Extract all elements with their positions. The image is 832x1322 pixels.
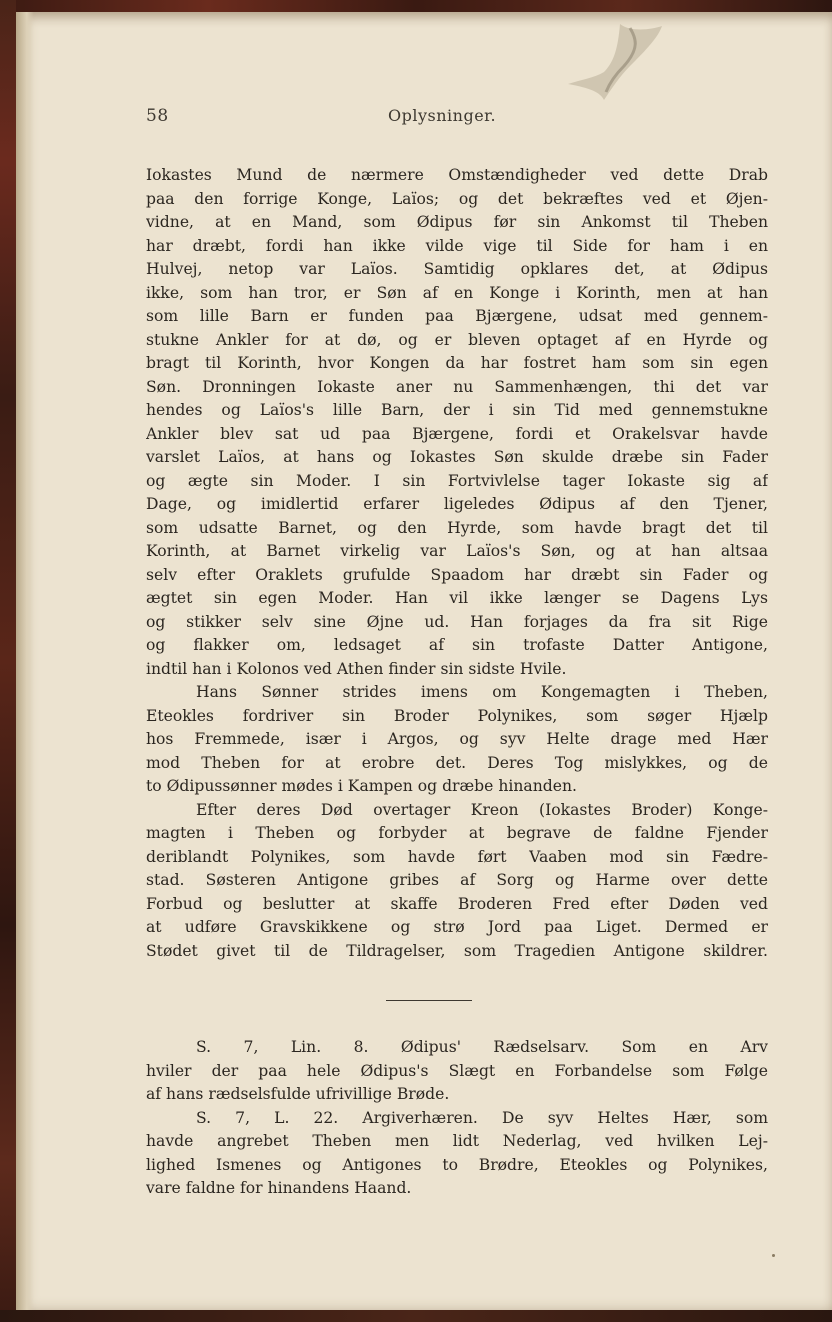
notes-block [146, 1036, 768, 1201]
main-text-block [146, 164, 768, 963]
text-line: selv efter Oraklets grufulde Spaadom har dræbt sin Fader og [146, 565, 768, 584]
text-line: Eteokles fordriver sin Broder Polynikes, som søger Hjælp [146, 706, 768, 725]
text-line: Ankler blev sat ud paa Bjærgene, fordi et Orakelsvar havde [146, 424, 768, 443]
text-line: indtil han i Kolonos ved Athen finder sin sidste Hvile. [146, 659, 567, 678]
note-line: af hans rædselsfulde ufrivillige Brøde. [146, 1085, 450, 1103]
text-line: Søn. Dronningen Iokaste aner nu Sammenhængen, thi det var [146, 377, 768, 396]
text-line: ægtet sin egen Moder. Han vil ikke længer se Dagens Lys [146, 589, 768, 607]
text-line: Efter deres Død overtager Kreon (Iokastes Broder) Konge- [196, 800, 768, 819]
text-line: Korinth, at Barnet virkelig var Laïos's Søn, og at han altsaa [146, 542, 768, 560]
text-line: magten i Theben og forbyder at begrave de faldne Fjender [146, 824, 768, 842]
note-line: havde angrebet Theben men lidt Nederlag, ved hvilken Lej- [146, 1132, 768, 1150]
page-header [0, 106, 832, 134]
page-gutter-shadow [16, 12, 34, 1312]
text-line: deriblandt Polynikes, som havde ført Vaaben mod sin Fædre- [146, 847, 768, 866]
page-number: 58 [146, 106, 169, 126]
text-line: stad. Søsteren Antigone gribes af Sorg og Harme over dette [146, 871, 768, 889]
running-title: Oplysninger. [388, 106, 497, 125]
text-line: Hans Sønner strides imens om Kongemagten i Theben, [196, 683, 768, 701]
text-line: bragt til Korinth, hvor Kongen da har fostret ham som sin egen [146, 354, 768, 372]
note-line: hviler der paa hele Ødipus's Slægt en Forbandelse som Følge [146, 1061, 768, 1080]
note-line: S. 7, Lin. 8. Ødipus' Rædselsarv. Som en Arv [196, 1038, 768, 1056]
paper-stain-mark [560, 22, 670, 102]
text-line: Iokastes Mund de nærmere Omstændigheder ved dette Drab [146, 166, 768, 184]
text-line: som lille Barn er funden paa Bjærgene, udsat med gennem- [146, 307, 768, 325]
section-divider [386, 1000, 472, 1001]
note-line: S. 7, L. 22. Argiverhæren. De syv Heltes Hær, som [196, 1108, 768, 1127]
book-binding-bottom [0, 1310, 832, 1322]
text-line: Dage, og imidlertid erfarer ligeledes Ødipus af den Tjener, [146, 495, 768, 513]
text-line: mod Theben for at erobre det. Deres Tog mislykkes, og de [146, 753, 768, 772]
text-line: har dræbt, fordi han ikke vilde vige til Side for ham i en [146, 236, 768, 255]
text-line: vidne, at en Mand, som Ødipus før sin Ankomst til Theben [146, 213, 768, 231]
text-line: som udsatte Barnet, og den Hyrde, som havde bragt det til [146, 518, 768, 537]
text-line: og stikker selv sine Øjne ud. Han forjages da fra sit Rige [146, 612, 768, 631]
text-line: to Ødipussønner mødes i Kampen og dræbe hinanden. [146, 777, 577, 795]
text-line: hos Fremmede, især i Argos, og syv Helte drage med Hær [146, 730, 768, 748]
text-line: og flakker om, ledsaget af sin trofaste Datter Antigone, [146, 636, 768, 654]
paper-speck [772, 1254, 775, 1257]
text-line: paa den forrige Konge, Laïos; og det bekræftes ved et Øjen- [146, 189, 768, 208]
text-line: at udføre Gravskikkene og strø Jord paa Liget. Dermed er [146, 918, 768, 936]
text-line: Stødet givet til de Tildragelser, som Tragedien Antigone skildrer. [146, 941, 768, 960]
text-line: og ægte sin Moder. I sin Fortvivlelse tager Iokaste sig af [146, 471, 768, 490]
book-binding-left [0, 0, 16, 1322]
text-line: Forbud og beslutter at skaffe Broderen Fred efter Døden ved [146, 894, 768, 913]
text-line: varslet Laïos, at hans og Iokastes Søn skulde dræbe sin Fader [146, 448, 768, 466]
text-line: Hulvej, netop var Laïos. Samtidig opklares det, at Ødipus [146, 260, 768, 278]
text-line: ikke, som han tror, er Søn af en Konge i Korinth, men at han [146, 283, 768, 302]
note-line: lighed Ismenes og Antigones to Brødre, Eteokles og Polynikes, [146, 1155, 768, 1174]
note-line: vare faldne for hinandens Haand. [146, 1179, 412, 1197]
text-line: hendes og Laïos's lille Barn, der i sin Tid med gennemstukne [146, 401, 768, 419]
text-line: stukne Ankler for at dø, og er bleven optaget af en Hyrde og [146, 330, 768, 349]
